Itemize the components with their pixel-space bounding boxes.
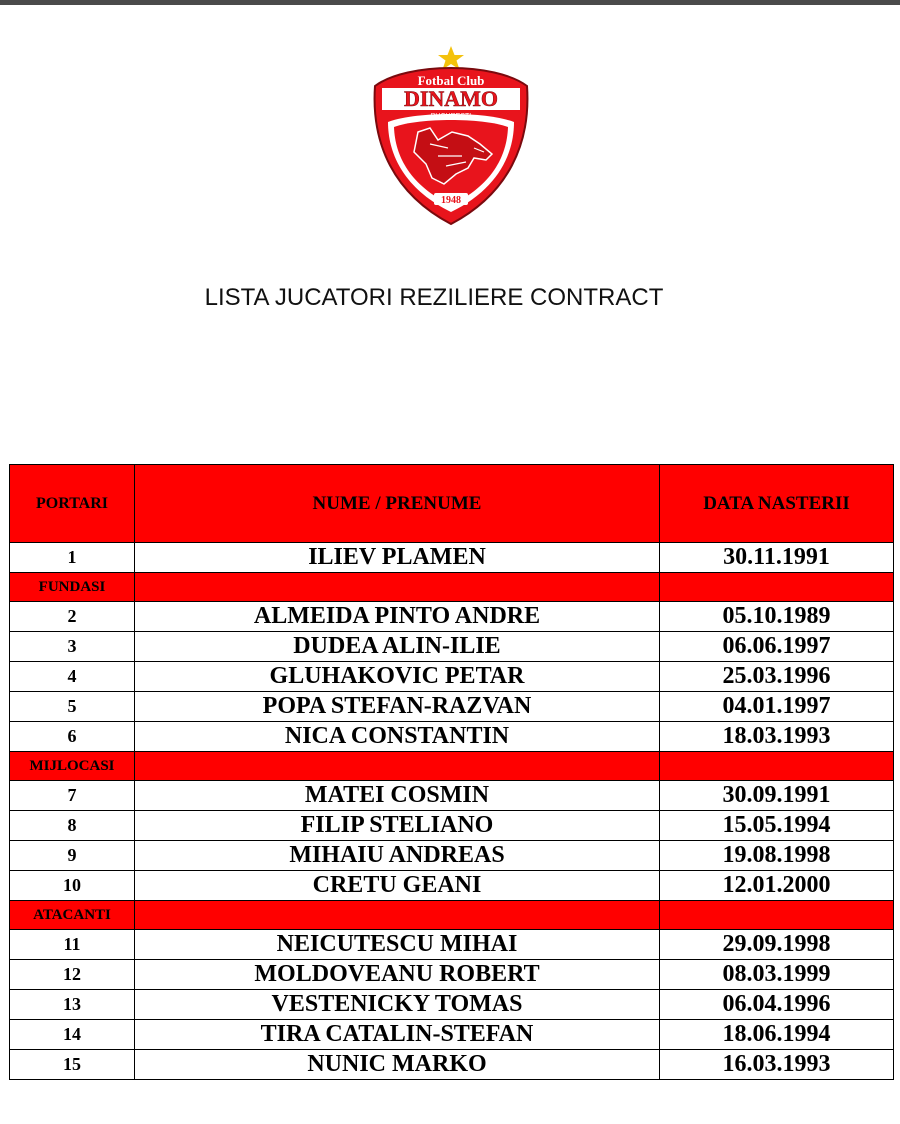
player-number: 2 bbox=[10, 602, 135, 632]
section-label: ATACANTI bbox=[10, 901, 135, 930]
table-row bbox=[10, 811, 894, 841]
header-dob: DATA NASTERII bbox=[660, 465, 894, 543]
section-spacer bbox=[660, 573, 894, 602]
player-number: 5 bbox=[10, 692, 135, 722]
table-row bbox=[10, 781, 894, 811]
player-dob: 30.11.1991 bbox=[660, 543, 894, 573]
table-row bbox=[10, 602, 894, 632]
player-dob: 30.09.1991 bbox=[660, 781, 894, 811]
section-spacer bbox=[660, 752, 894, 781]
player-name: FILIP STELIANO bbox=[135, 811, 660, 841]
table-row bbox=[10, 662, 894, 692]
section-row-mijlocasi bbox=[10, 752, 894, 781]
player-number: 9 bbox=[10, 841, 135, 871]
player-dob: 19.08.1998 bbox=[660, 841, 894, 871]
window-top-edge bbox=[0, 0, 900, 5]
player-number: 8 bbox=[10, 811, 135, 841]
player-name: DUDEA ALIN-ILIE bbox=[135, 632, 660, 662]
header-position: PORTARI bbox=[10, 465, 135, 543]
player-name: POPA STEFAN-RAZVAN bbox=[135, 692, 660, 722]
table-row bbox=[10, 1050, 894, 1080]
player-number: 7 bbox=[10, 781, 135, 811]
table-row bbox=[10, 543, 894, 573]
player-number: 6 bbox=[10, 722, 135, 752]
player-name: MATEI COSMIN bbox=[135, 781, 660, 811]
player-name: NEICUTESCU MIHAI bbox=[135, 930, 660, 960]
player-name: ILIEV PLAMEN bbox=[135, 543, 660, 573]
section-spacer bbox=[135, 573, 660, 602]
section-spacer bbox=[660, 901, 894, 930]
player-dob: 04.01.1997 bbox=[660, 692, 894, 722]
player-name: MIHAIU ANDREAS bbox=[135, 841, 660, 871]
player-dob: 12.01.2000 bbox=[660, 871, 894, 901]
section-spacer bbox=[135, 901, 660, 930]
player-name: NICA CONSTANTIN bbox=[135, 722, 660, 752]
star-icon bbox=[438, 46, 464, 70]
player-dob: 08.03.1999 bbox=[660, 960, 894, 990]
table-row bbox=[10, 632, 894, 662]
table-row bbox=[10, 960, 894, 990]
player-dob: 18.06.1994 bbox=[660, 1020, 894, 1050]
header-name: NUME / PRENUME bbox=[135, 465, 660, 543]
player-number: 13 bbox=[10, 990, 135, 1020]
player-dob: 15.05.1994 bbox=[660, 811, 894, 841]
player-dob: 06.06.1997 bbox=[660, 632, 894, 662]
player-number: 1 bbox=[10, 543, 135, 573]
section-spacer bbox=[135, 752, 660, 781]
player-dob: 16.03.1993 bbox=[660, 1050, 894, 1080]
table-row bbox=[10, 1020, 894, 1050]
player-number: 10 bbox=[10, 871, 135, 901]
table-header-row bbox=[10, 465, 894, 543]
table-row bbox=[10, 841, 894, 871]
player-name: VESTENICKY TOMAS bbox=[135, 990, 660, 1020]
section-label: MIJLOCASI bbox=[10, 752, 135, 781]
player-dob: 29.09.1998 bbox=[660, 930, 894, 960]
player-dob: 18.03.1993 bbox=[660, 722, 894, 752]
player-number: 11 bbox=[10, 930, 135, 960]
crest-top-text: Fotbal Club bbox=[417, 73, 485, 88]
player-dob: 05.10.1989 bbox=[660, 602, 894, 632]
document-title: LISTA JUCATORI REZILIERE CONTRACT bbox=[204, 284, 664, 311]
player-name: CRETU GEANI bbox=[135, 871, 660, 901]
player-number: 4 bbox=[10, 662, 135, 692]
players-table bbox=[9, 464, 894, 1080]
player-number: 3 bbox=[10, 632, 135, 662]
player-name: MOLDOVEANU ROBERT bbox=[135, 960, 660, 990]
table-row bbox=[10, 930, 894, 960]
table-row bbox=[10, 692, 894, 722]
player-number: 14 bbox=[10, 1020, 135, 1050]
crest-club-name: DINAMO bbox=[403, 86, 499, 111]
section-label: FUNDASI bbox=[10, 573, 135, 602]
table-row bbox=[10, 990, 894, 1020]
table-row bbox=[10, 871, 894, 901]
section-row-fundasi bbox=[10, 573, 894, 602]
section-row-atacanti bbox=[10, 901, 894, 930]
player-name: GLUHAKOVIC PETAR bbox=[135, 662, 660, 692]
player-dob: 25.03.1996 bbox=[660, 662, 894, 692]
player-dob: 06.04.1996 bbox=[660, 990, 894, 1020]
player-number: 15 bbox=[10, 1050, 135, 1080]
player-number: 12 bbox=[10, 960, 135, 990]
table-row bbox=[10, 722, 894, 752]
player-name: NUNIC MARKO bbox=[135, 1050, 660, 1080]
player-name: TIRA CATALIN-STEFAN bbox=[135, 1020, 660, 1050]
crest-year-text: 1948 bbox=[441, 195, 461, 206]
crest-city-text: BUCURESTI bbox=[430, 113, 472, 120]
dinamo-crest-logo bbox=[368, 44, 534, 228]
player-name: ALMEIDA PINTO ANDRE bbox=[135, 602, 660, 632]
